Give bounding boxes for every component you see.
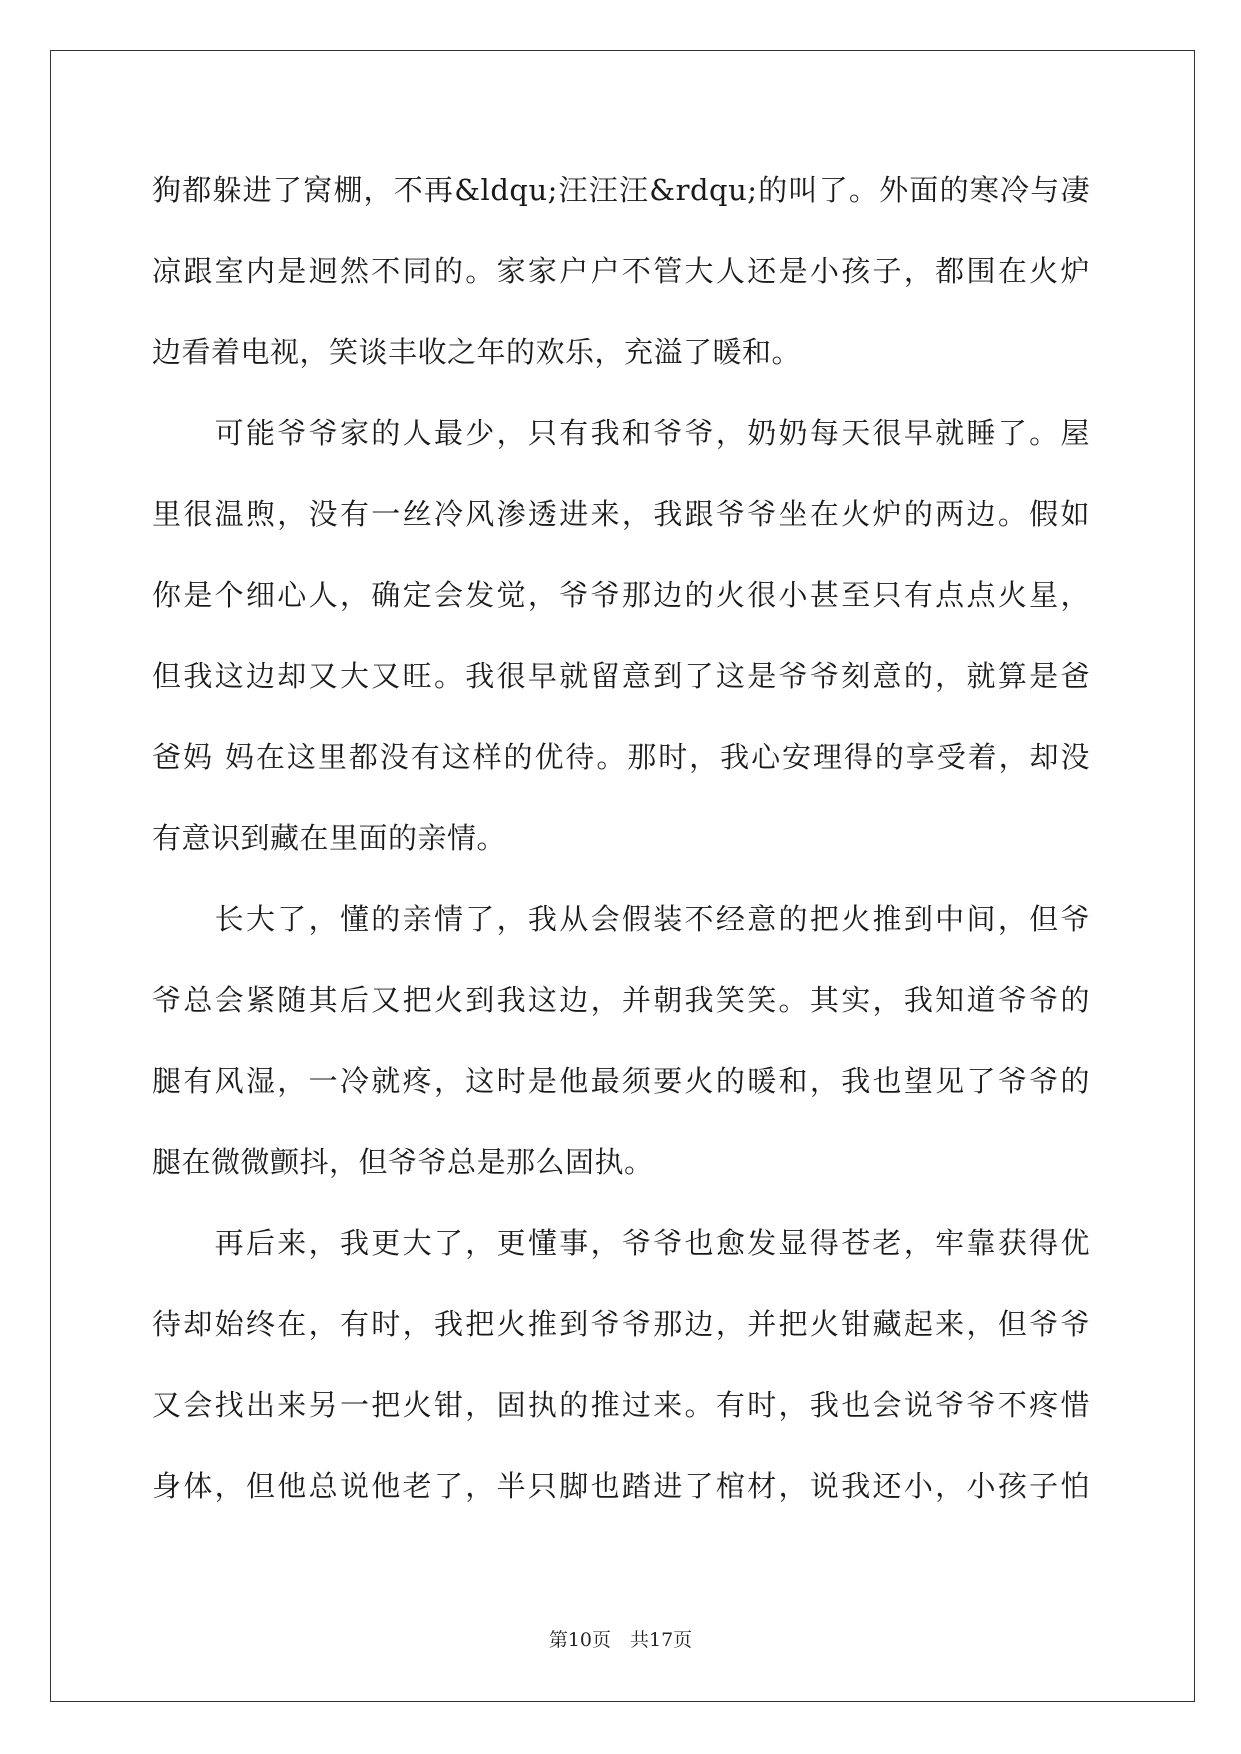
text-line: 身体，但他总说他老了，半只脚也踏进了棺材，说我还小，小孩子怕 bbox=[152, 1469, 1090, 1503]
text-line: 爷总会紧随其后又把火到我这边，并朝我笑笑。其实，我知道爷爷的 bbox=[152, 983, 1090, 1017]
page-border bbox=[50, 50, 1195, 1702]
page-footer bbox=[0, 1628, 1241, 1652]
page-number: 第10页 共17页 bbox=[548, 1629, 693, 1651]
text-line: 狗都躲进了窝棚，不再&ldqu;汪汪汪&rdqu;的叫了。外面的寒冷与凄 bbox=[152, 173, 1090, 207]
text-line: 可能爷爷家的人最少，只有我和爷爷，奶奶每天很早就睡了。屋 bbox=[152, 416, 1090, 450]
text-line: 凉跟室内是迥然不同的。家家户户不管大人还是小孩子，都围在火炉 bbox=[152, 254, 1090, 288]
text-line: 待却始终在，有时，我把火推到爷爷那边，并把火钳藏起来，但爷爷 bbox=[152, 1307, 1090, 1341]
text-line: 里很温煦，没有一丝冷风渗透进来，我跟爷爷坐在火炉的两边。假如 bbox=[152, 497, 1090, 531]
text-line: 但我这边却又大又旺。我很早就留意到了这是爷爷刻意的，就算是爸 bbox=[152, 659, 1090, 693]
text-line: 再后来，我更大了，更懂事，爷爷也愈发显得苍老，牢靠获得优 bbox=[152, 1226, 1090, 1260]
text-line: 有意识到藏在里面的亲情。 bbox=[152, 821, 507, 855]
text-line: 长大了，懂的亲情了，我从会假装不经意的把火推到中间，但爷 bbox=[152, 902, 1090, 936]
text-line: 又会找出来另一把火钳，固执的推过来。有时，我也会说爷爷不疼惜 bbox=[152, 1388, 1090, 1422]
text-line: 腿有风湿，一冷就疼，这时是他最须要火的暖和，我也望见了爷爷的 bbox=[152, 1064, 1090, 1098]
text-line: 爸妈 妈在这里都没有这样的优待。那时，我心安理得的享受着，却没 bbox=[152, 740, 1090, 774]
text-line: 腿在微微颤抖，但爷爷总是那么固执。 bbox=[152, 1145, 654, 1179]
text-line: 边看着电视，笑谈丰收之年的欢乐，充溢了暖和。 bbox=[152, 335, 802, 369]
text-line: 你是个细心人，确定会发觉，爷爷那边的火很小甚至只有点点火星， bbox=[152, 578, 1090, 612]
